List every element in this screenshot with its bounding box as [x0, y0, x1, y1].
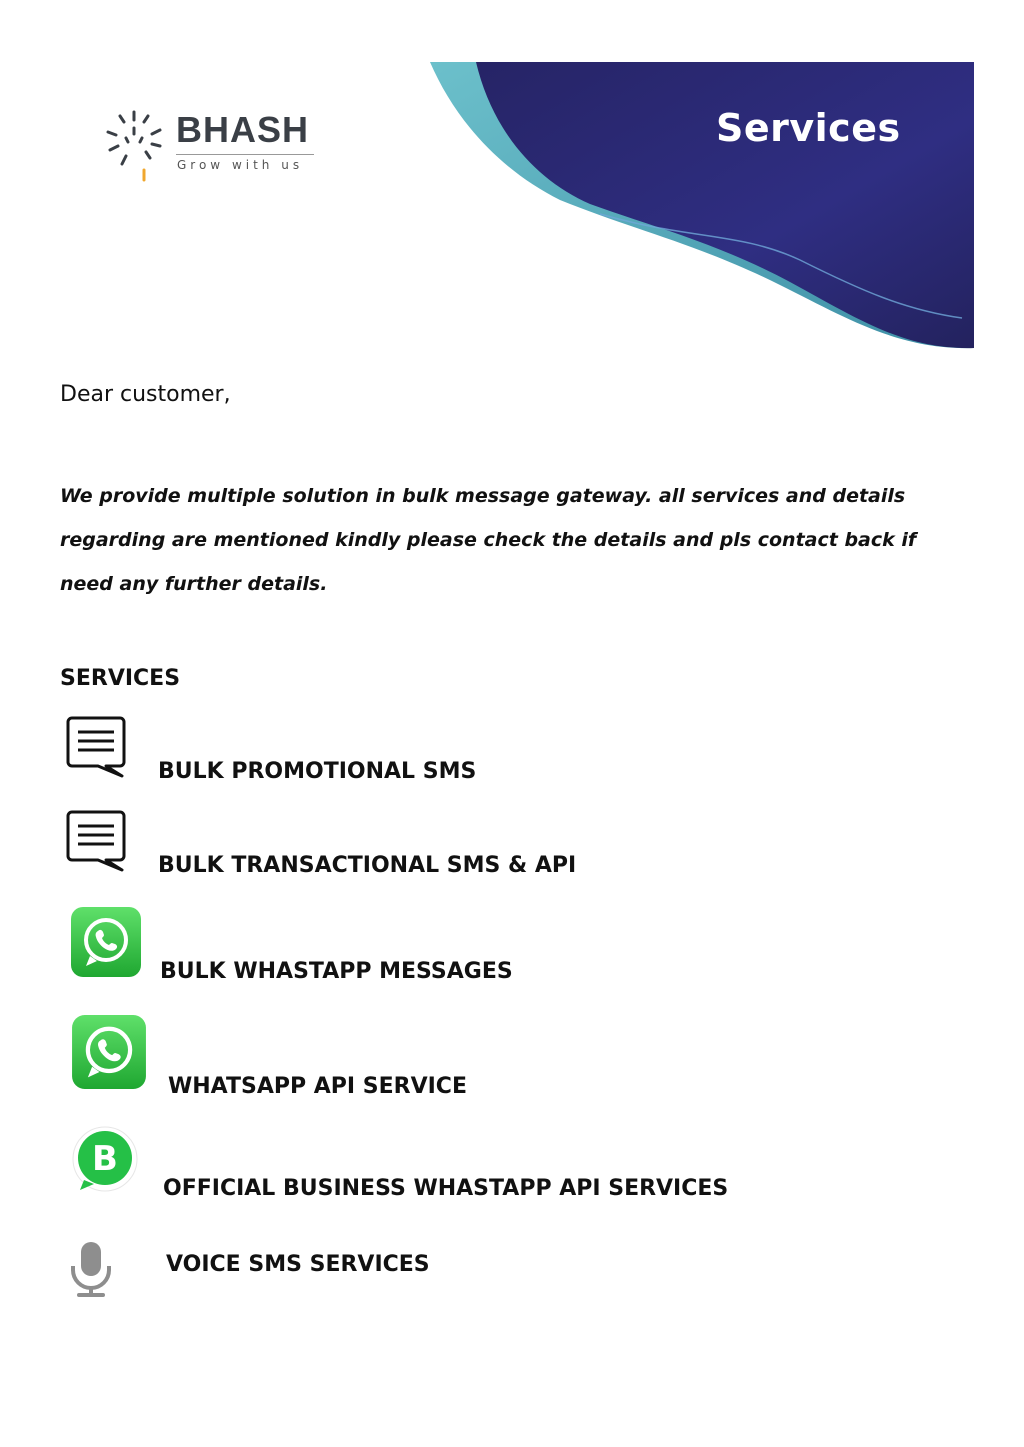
svg-text:B: B — [92, 1139, 118, 1179]
service-label-bulk-promotional-sms: BULK PROMOTIONAL SMS — [158, 759, 477, 784]
services-heading: SERVICES — [60, 666, 181, 691]
brand-logo — [104, 104, 324, 184]
chat-bubble-icon — [64, 714, 128, 780]
sunburst-logo-icon — [104, 108, 170, 184]
service-label-bulk-whastapp-messages: BULK WHASTAPP MESSAGES — [160, 959, 513, 984]
banner-title: Services — [716, 106, 901, 150]
whatsapp-business-icon — [68, 1124, 142, 1198]
service-label-bulk-transactional-sms: BULK TRANSACTIONAL SMS & API — [158, 853, 577, 878]
greeting: Dear customer, — [60, 382, 231, 407]
brand-divider — [176, 154, 314, 155]
brand-name: BHASH — [176, 109, 310, 150]
brand-tagline: Grow with us — [177, 158, 304, 172]
service-label-official-business-whastapp: OFFICIAL BUSINESS WHASTAPP API SERVICES — [163, 1176, 729, 1201]
intro-paragraph: We provide multiple solution in bulk message gateway. all services and details regarding are mentioned kindly please check the details and pls contact back if need any further details. — [60, 485, 917, 595]
whatsapp-icon — [70, 906, 142, 978]
service-label-voice-sms-services: VOICE SMS SERVICES — [166, 1252, 430, 1277]
microphone-icon — [70, 1240, 112, 1298]
whatsapp-icon — [70, 1014, 148, 1090]
service-label-whatsapp-api-service: WHATSAPP API SERVICE — [168, 1074, 467, 1099]
chat-bubble-icon — [64, 808, 128, 874]
